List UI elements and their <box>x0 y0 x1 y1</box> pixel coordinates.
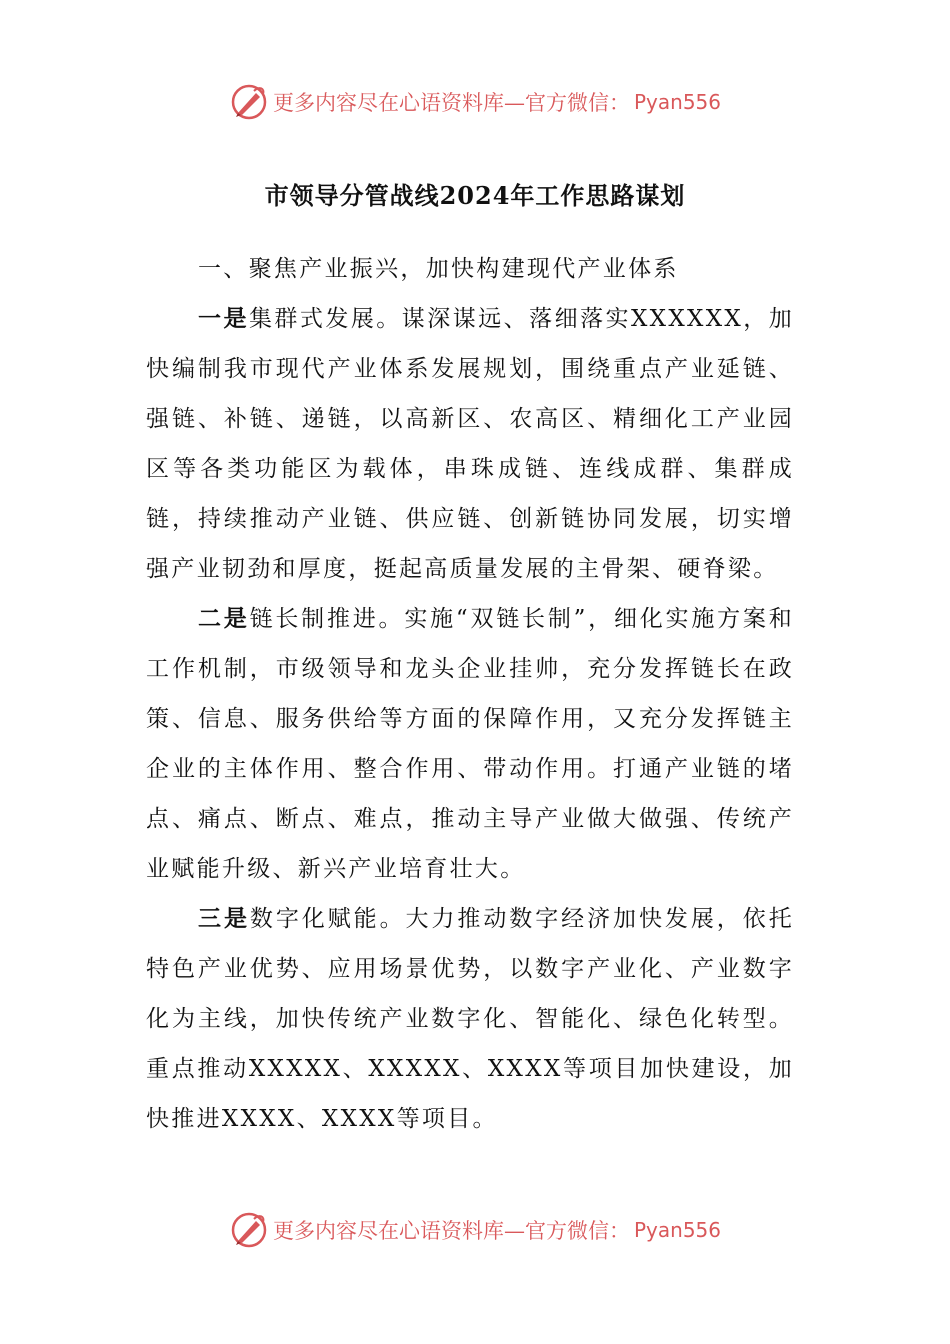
pen-logo-icon <box>229 1210 269 1250</box>
paragraph-text: 数字化赋能。大力推动数字经济加快发展，依托特色产业优势、应用场景优势，以数字产业化、产业数字化为主线，加快传统产业数字化、智能化、绿色化转型。重点推动XXXXX、XXXXX、XXXX等项目加快建设，加快推进XXXX、XXXX等项目。 <box>146 906 794 1132</box>
paragraph-lead: 三是 <box>198 905 250 932</box>
section-heading: 一、聚焦产业振兴，加快构建现代产业体系 <box>198 256 679 282</box>
banner-wechat-id: Pyan556 <box>633 1218 721 1242</box>
paragraph-3 <box>146 894 794 1144</box>
banner-text: 更多内容尽在心语资料库—官方微信： <box>272 91 630 115</box>
paragraph-lead: 一是 <box>198 305 249 332</box>
paragraph-1 <box>146 294 794 594</box>
paragraph-text: 链长制推进。实施“双链长制”，细化实施方案和工作机制，市级领导和龙头企业挂帅，充分发挥链长在政策、信息、服务供给等方面的保障作用，又充分发挥链主企业的主体作用、整合作用、带动作用。打通产业链的堵点、痛点、断点、难点，推动主导产业做大做强、传统产业赋能升级、新兴产业培育壮大。 <box>146 606 794 882</box>
paragraph-text: 集群式发展。谋深谋远、落细落实XXXXXX，加快编制我市现代产业体系发展规划，围绕重点产业延链、强链、补链、递链，以高新区、农高区、精细化工产业园区等各类功能区为载体，串珠成链、连线成群、集群成链，持续推动产业链、供应链、创新链协同发展，切实增强产业韧劲和厚度，挺起高质量发展的主骨架、硬脊梁。 <box>146 306 794 582</box>
pen-logo-icon <box>229 82 269 122</box>
header-banner <box>0 80 950 124</box>
paragraph-lead: 二是 <box>198 605 250 632</box>
banner-text: 更多内容尽在心语资料库—官方微信： <box>272 1219 630 1243</box>
footer-banner <box>0 1208 950 1252</box>
paragraph-2 <box>146 594 794 894</box>
banner-wechat-id: Pyan556 <box>633 90 721 114</box>
document-title: 市领导分管战线2024年工作思路谋划 <box>264 181 686 210</box>
document-body <box>146 244 794 1144</box>
